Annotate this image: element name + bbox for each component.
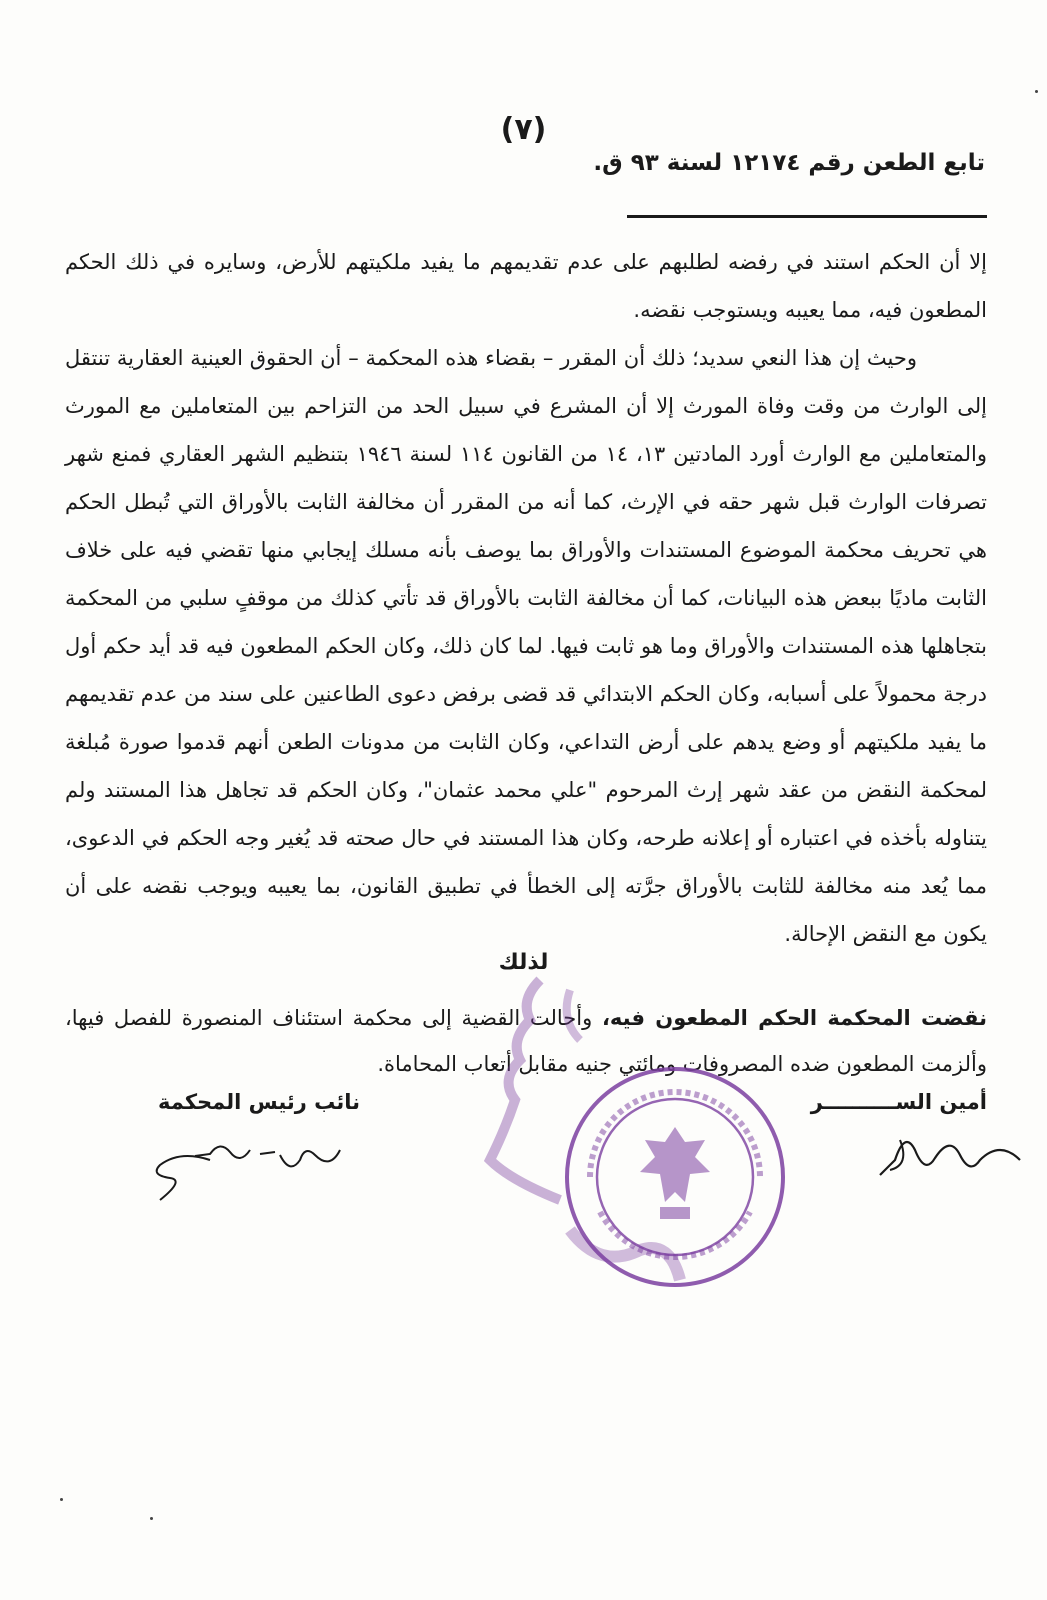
header-underline	[627, 215, 987, 218]
scan-speck	[1035, 90, 1038, 93]
page-number: (٧)	[500, 112, 547, 147]
signature-right	[840, 1120, 1030, 1200]
ink-smudge	[560, 1210, 740, 1300]
case-reference: تابع الطعن رقم ١٢١٧٤ لسنة ٩٣ ق.	[593, 150, 985, 176]
body-text	[65, 238, 987, 958]
closing-heading: لذلك	[498, 950, 549, 975]
paragraph: وحيث إن هذا النعي سديد؛ ذلك أن المقرر – بقضاء هذه المحكمة – أن الحقوق العينية العقارية تنتقل إلى الوارث من وقت وفاة المورث إلا أن المشرع في سبيل الحد من التزاحم بين المتعاملين مع المورث والمتعاملين مع الوارث أورد المادتين ١٣، ١٤ من القانون ١١٤ لسنة ١٩٤٦ بتنظيم الشهر العقاري فمنع شهر تصرفات الوارث قبل شهر حقه في الإرث، كما أنه من المقرر أن مخالفة الثابت بالأوراق التي تُبطل الحكم هي تحريف محكمة الموضوع المستندات والأوراق بما يوصف بأنه مسلك إيجابي منها تقضي فيه على خلاف الثابت ماديًا ببعض هذه البيانات، كما أن مخالفة الثابت بالأوراق قد تأتي كذلك من موقفٍ سلبي من المحكمة بتجاهلها هذه المستندات والأوراق وما هو ثابت فيها. لما كان ذلك، وكان الحكم المطعون فيه قد أيد حكم أول درجة محمولاً على أسبابه، وكان الحكم الابتدائي قد قضى برفض دعوى الطاعنين على سند من عدم تقديمهم ما يفيد ملكيتهم أو وضع يدهم على أرض التداعي، وكان الثابت من مدونات الطعن أنهم قدموا صورة مُبلغة لمحكمة النقض من عقد شهر إرث المرحوم "علي محمد عثمان"، وكان الحكم قد تجاهل هذا المستند ولم يتناوله بأخذه في اعتباره أو إعلانه طرحه، وكان هذا المستند في حال صحته قد يُغير وجه الحكم في الدعوى، مما يُعد منه مخالفة للثابت بالأوراق جرَّته إلى الخطأ في تطبيق القانون، بما يعيبه ويوجب نقضه على أن يكون مع النقض الإحالة.	[65, 346, 987, 946]
paragraph: إلا أن الحكم استند في رفضه لطلبهم على عدم تقديمهم ما يفيد ملكيتهم للأرض، وسايره في ذلك الحكم المطعون فيه، مما يعيبه ويستوجب نقضه.	[65, 250, 987, 322]
signatory-title-right: أمين الســــــــــر	[810, 1090, 987, 1114]
verdict-rest: وأحالت القضية إلى محكمة استئناف المنصورة للفصل فيها، وألزمت المطعون ضده المصروفات ومائتي جنيه مقابل أتعاب المحاماة.	[65, 1006, 987, 1076]
scan-speck	[150, 1517, 153, 1520]
signature-left	[140, 1130, 350, 1210]
scan-speck	[60, 1498, 63, 1501]
ink-smudge	[420, 960, 600, 1220]
signatory-title-left: نائب رئيس المحكمة	[158, 1090, 361, 1114]
verdict-strong: نقضت المحكمة الحكم المطعون فيه،	[601, 1006, 987, 1030]
